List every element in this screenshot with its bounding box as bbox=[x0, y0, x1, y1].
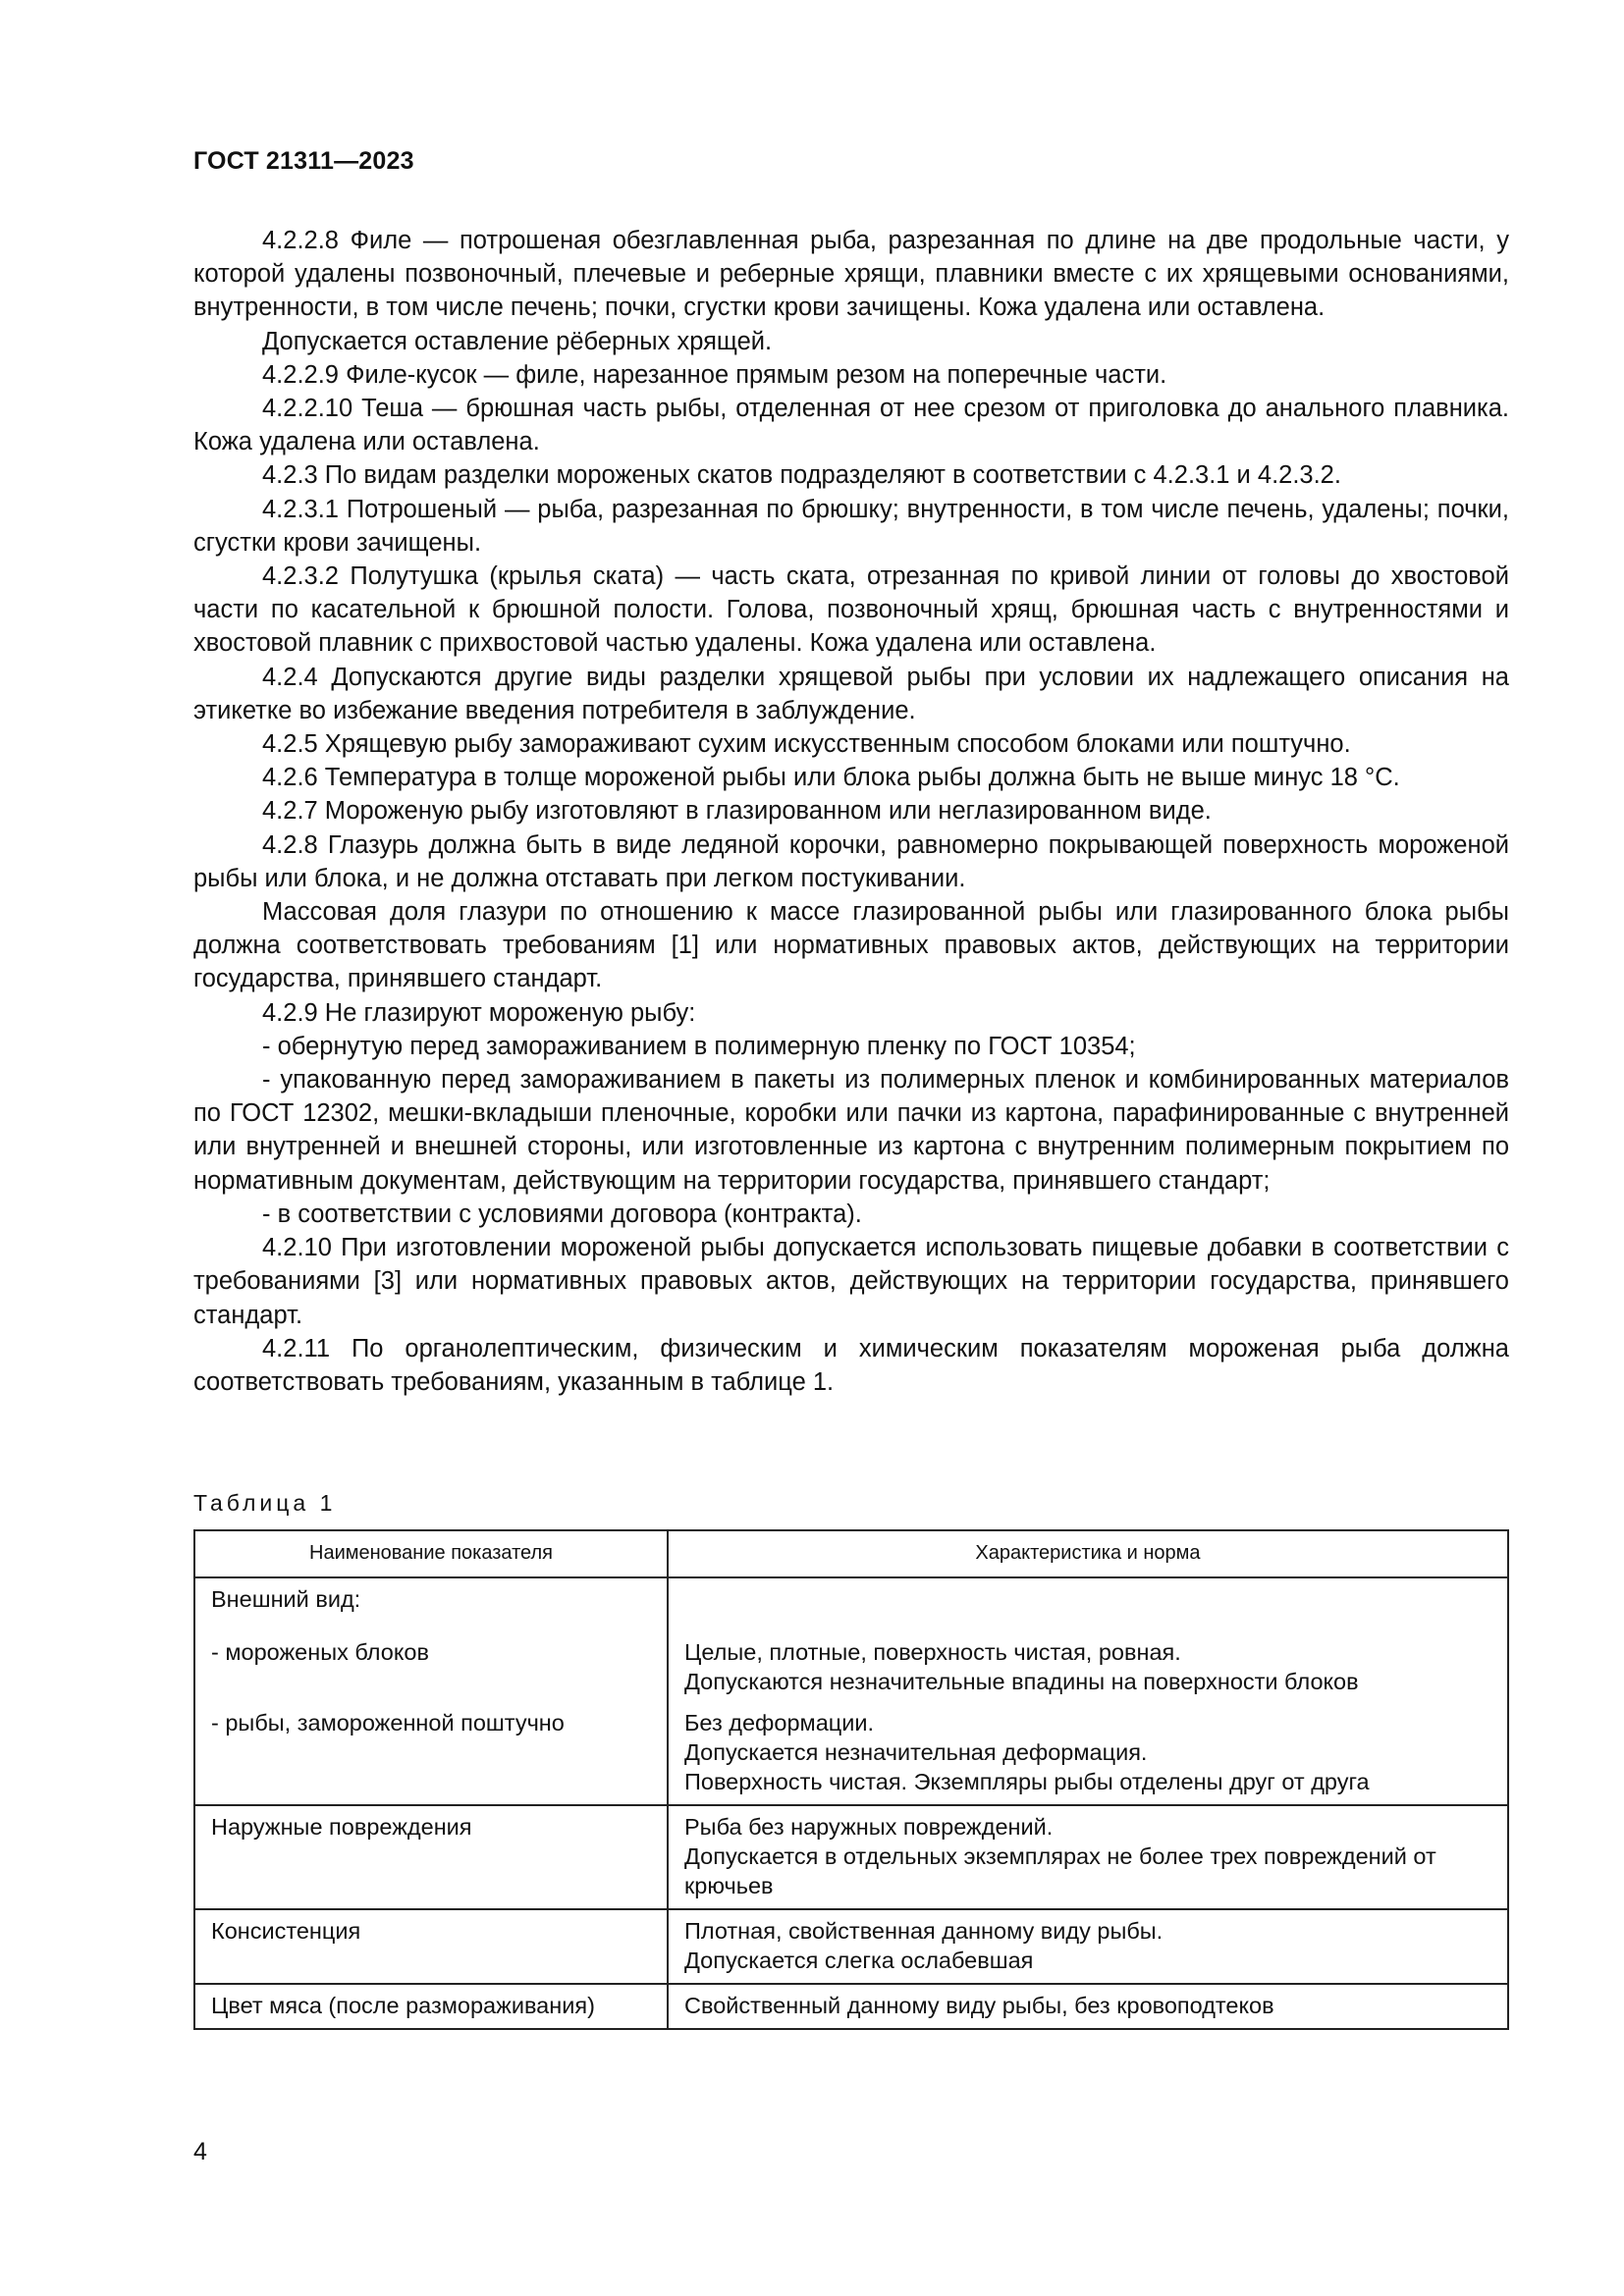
spacer bbox=[684, 1614, 1493, 1637]
paragraph-4-2-3-2: 4.2.3.2 Полутушка (крылья ската) — часть ската, отрезанная по кривой линии от головы до хвостовой части по касательной к брюшной полости. Голова, позвоночный хрящ, брюшная часть с внутренностями и хвостовой плавник с прихвостовой частью удалены. Кожа удалена или оставлена. bbox=[193, 562, 1509, 658]
spacer bbox=[684, 1696, 1493, 1708]
paragraph-4-2-2-10: 4.2.2.10 Теша — брюшная часть рыбы, отделенная от нее срезом от приголовка до анального плавника. Кожа удалена или оставлена. bbox=[193, 395, 1509, 456]
blocks-value-line: Целые, плотные, поверхность чистая, ровная. bbox=[684, 1639, 1181, 1665]
list-item: - обернутую перед замораживанием в полимерную пленку по ГОСТ 10354; bbox=[262, 1032, 1136, 1060]
blocks-value-line: Допускаются незначительные впадины на поверхности блоков bbox=[684, 1669, 1359, 1694]
damage-value-line: Допускается в отдельных экземплярах не более трех повреждений от крючьев bbox=[684, 1843, 1436, 1898]
column-header-indicator: Наименование показателя bbox=[194, 1530, 668, 1577]
spacer bbox=[211, 1614, 653, 1637]
document-header: ГОСТ 21311—2023 bbox=[193, 147, 414, 175]
cell-color-value bbox=[668, 1984, 1508, 2029]
paragraph-4-2-10: 4.2.10 При изготовлении мороженой рыбы допускается использовать пищевые добавки в соответствии с требованиями [3] или нормативных правовых актов, действующих на территории государства, принявшего стандарт. bbox=[193, 1234, 1509, 1329]
appearance-label: Внешний вид: bbox=[211, 1586, 361, 1612]
body-text bbox=[193, 224, 1509, 1399]
single-frozen-label: - рыбы, замороженной поштучно bbox=[211, 1710, 565, 1735]
table-caption: Таблица 1 bbox=[193, 1490, 337, 1516]
paragraph-4-2-4: 4.2.4 Допускаются другие виды разделки хрящевой рыбы при условии их надлежащего описания на этикетке во избежание введения потребителя в заблуждение. bbox=[193, 663, 1509, 724]
table-row bbox=[194, 1577, 1508, 1805]
cell-consistency-value bbox=[668, 1909, 1508, 1984]
list-item: - в соответствии с условиями договора (контракта). bbox=[262, 1200, 862, 1228]
paragraph-4-2-3-1: 4.2.3.1 Потрошеный — рыба, разрезанная по брюшку; внутренности, в том числе печень, удалены; почки, сгустки крови зачищены. bbox=[193, 495, 1509, 557]
cell-damage-value bbox=[668, 1805, 1508, 1909]
spacer bbox=[211, 1696, 653, 1708]
single-value-line: Поверхность чистая. Экземпляры рыбы отделены друг от друга bbox=[684, 1769, 1370, 1794]
consistency-value-line: Допускается слегка ослабевшая bbox=[684, 1948, 1034, 1973]
paragraph-glaze-share: Массовая доля глазури по отношению к массе глазированной рыбы или глазированного блока рыбы должна соответствовать требованиям [1] или нормативных правовых актов, действующих на территории государства, принявшего стандарт. bbox=[193, 898, 1509, 993]
table-row bbox=[194, 1909, 1508, 1984]
page-number: 4 bbox=[193, 2138, 207, 2165]
list-item: - упакованную перед замораживанием в пакеты из полимерных пленок и комбинированных материалов по ГОСТ 12302, мешки-вкладыши пленочные, коробки или пачки из картона, парафинированные с внутренней или внутренней и внешней стороны, или изготовленные из картона с внутренним полимерным покрытием по нормативным документам, действующим на территории государства, принявшего стандарт; bbox=[193, 1066, 1509, 1195]
paragraph-4-2-5: 4.2.5 Хрящевую рыбу замораживают сухим искусственным способом блоками или поштучно. bbox=[262, 730, 1351, 759]
frozen-blocks-label: - мороженых блоков bbox=[211, 1639, 429, 1665]
table-header-row bbox=[194, 1530, 1508, 1577]
paragraph-4-2-8: 4.2.8 Глазурь должна быть в виде ледяной корочки, равномерно покрывающей поверхность мороженой рыбы или блока, и не должна отставать при легком постукивании. bbox=[193, 830, 1509, 892]
consistency-value-line: Плотная, свойственная данному виду рыбы. bbox=[684, 1918, 1164, 1944]
paragraph-note: Допускается оставление рёберных хрящей. bbox=[262, 327, 773, 355]
paragraph-4-2-2-8: 4.2.2.8 Филе — потрошеная обезглавленная рыба, разрезанная по длине на две продольные части, у которой удалены позвоночный, плечевые и реберные хрящи, плавники вместе с их хрящевыми основаниями, внутренности, в том числе печень; почки, сгустки крови зачищены. Кожа удалена или оставлена. bbox=[193, 227, 1509, 322]
cell-damage-label: Наружные повреждения bbox=[194, 1805, 668, 1909]
cell-color-label: Цвет мяса (после размораживания) bbox=[194, 1984, 668, 2029]
column-header-norm: Характеристика и норма bbox=[668, 1530, 1508, 1577]
paragraph-4-2-2-9: 4.2.2.9 Филе-кусок — филе, нарезанное прямым резом на поперечные части. bbox=[262, 360, 1167, 389]
color-value-line: Свойственный данному виду рыбы, без кровоподтеков bbox=[684, 1993, 1274, 2018]
paragraph-4-2-7: 4.2.7 Мороженую рыбу изготовляют в глазированном или неглазированном виде. bbox=[262, 797, 1212, 826]
paragraph-4-2-6: 4.2.6 Температура в толще мороженой рыбы или блока рыбы должна быть не выше минус 18 °C. bbox=[262, 764, 1400, 792]
spacer bbox=[684, 1584, 1493, 1614]
single-value-line: Без деформации. bbox=[684, 1710, 875, 1735]
paragraph-4-2-9: 4.2.9 Не глазируют мороженую рыбу: bbox=[262, 998, 696, 1027]
table-row bbox=[194, 1805, 1508, 1909]
damage-value-line: Рыба без наружных повреждений. bbox=[684, 1814, 1054, 1840]
cell-appearance-value bbox=[668, 1577, 1508, 1805]
indicators-table bbox=[193, 1529, 1509, 2030]
paragraph-4-2-3: 4.2.3 По видам разделки мороженых скатов подразделяют в соответствии с 4.2.3.1 и 4.2.3.2. bbox=[262, 461, 1341, 490]
table-row bbox=[194, 1984, 1508, 2029]
paragraph-4-2-11: 4.2.11 По органолептическим, физическим и химическим показателям мороженая рыба должна соответствовать требованиям, указанным в таблице 1. bbox=[193, 1334, 1509, 1396]
spacer bbox=[211, 1667, 653, 1696]
cell-consistency-label: Консистенция bbox=[194, 1909, 668, 1984]
cell-appearance-label bbox=[194, 1577, 668, 1805]
single-value-line: Допускается незначительная деформация. bbox=[684, 1739, 1148, 1765]
